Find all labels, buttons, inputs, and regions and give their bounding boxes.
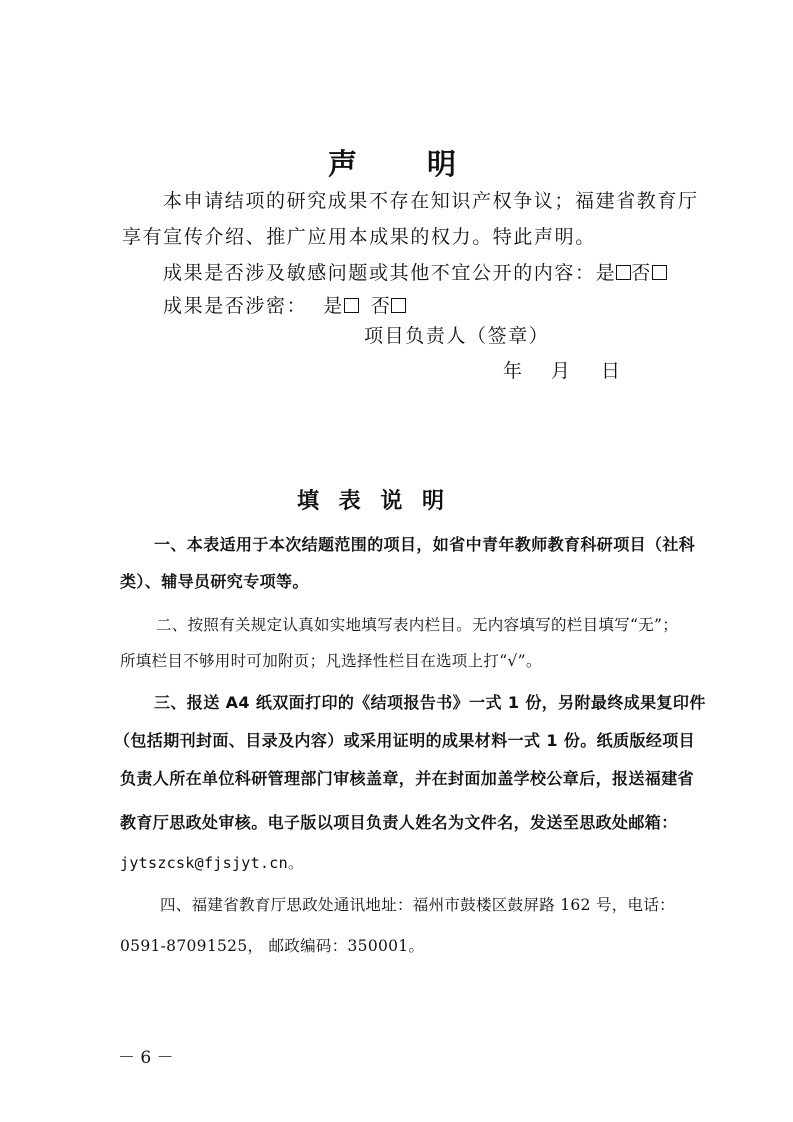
instruction-2-line-1: 二、按照有关规定认真如实地填写表内栏目。无内容填写的栏目填写“无”；	[156, 616, 679, 634]
sensitive-no-label: 否	[631, 262, 652, 284]
sensitive-no-checkbox[interactable]	[652, 265, 667, 280]
instruction-1-line-1: 一、本表适用于本次结题范围的项目，如省中青年教师教育科研项目（社科	[154, 535, 696, 554]
declaration-line-1: 本申请结项的研究成果不存在知识产权争议；福建省教育厅	[163, 190, 699, 212]
declaration-title-right: 明	[427, 147, 458, 181]
instruction-4-line-1: 四、福建省教育厅思政处通讯地址：福州市鼓楼区鼓屏路 162 号，电话：	[160, 896, 675, 914]
declaration-title-left: 声	[328, 147, 359, 181]
instruction-3-email: jytszcsk@fjsjyt.cn。	[120, 854, 304, 872]
sensitive-yes-checkbox[interactable]	[616, 265, 631, 280]
instruction-3-line-4: 教育厅思政处审核。电子版以项目负责人姓名为文件名，发送至思政处邮箱：	[120, 813, 678, 832]
instruction-3-line-2: （包括期刊封面、目录及内容）或采用证明的成果材料一式 1 份。纸质版经项目	[114, 731, 696, 750]
sensitive-question-row	[163, 258, 667, 285]
secret-question-row	[163, 291, 406, 318]
instruction-4-line-2: 0591-87091525， 邮政编码：350001。	[120, 937, 425, 955]
date-day: 日	[601, 360, 622, 382]
declaration-line-2: 享有宣传介绍、推广应用本成果的权力。特此声明。	[122, 226, 596, 248]
instruction-2-line-2: 所填栏目不够用时可加附页；凡选择性栏目在选项上打“√”。	[120, 652, 542, 670]
secret-yes-checkbox[interactable]	[344, 298, 359, 313]
page-number: － 6 －	[118, 1048, 174, 1068]
signer-label: 项目负责人（签章）	[364, 325, 550, 347]
instruction-1-line-2: 类）、辅导员研究专项等。	[120, 572, 309, 591]
sensitive-yes-label: 是	[595, 262, 617, 284]
secret-no-label: 否	[370, 295, 392, 317]
instruction-3-line-3: 负责人所在单位科研管理部门审核盖章，并在封面加盖学校公章后，报送福建省	[120, 769, 695, 788]
date-year: 年	[503, 360, 524, 382]
instruction-3-line-1: 三、报送 A4 纸双面打印的《结项报告书》一式 1 份，另附最终成果复印件	[154, 693, 706, 712]
date-month: 月	[551, 360, 572, 382]
secret-yes-label: 是	[323, 295, 344, 317]
sensitive-question-label: 成果是否涉及敏感问题或其他不宜公开的内容：	[163, 262, 596, 284]
instructions-title: 填 表 说 明	[297, 489, 444, 514]
secret-question-label: 成果是否涉密：	[163, 295, 308, 317]
secret-no-checkbox[interactable]	[391, 298, 406, 313]
